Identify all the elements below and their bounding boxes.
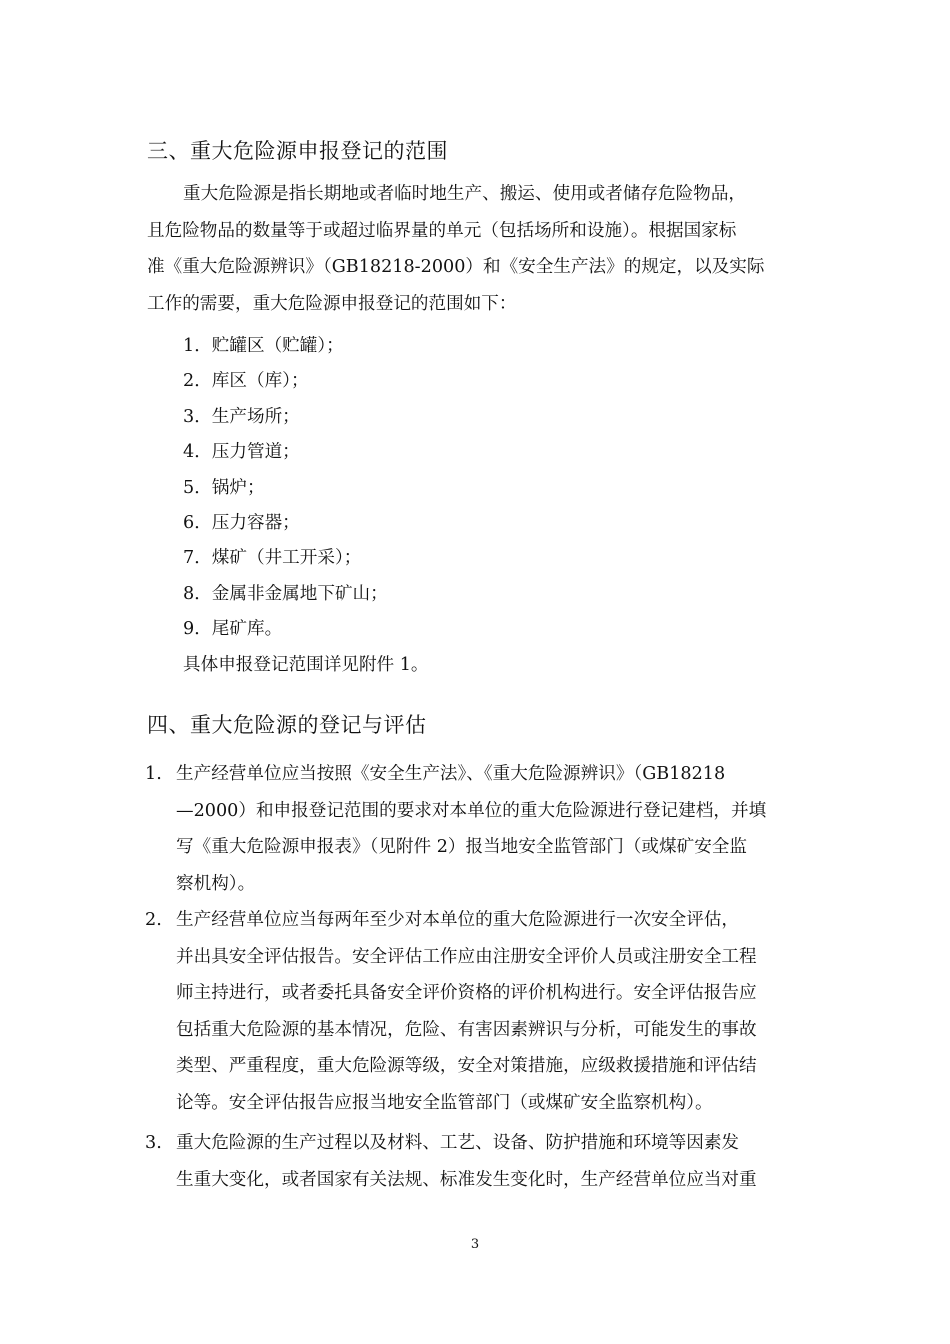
- intro-line: 工作的需要，重大危险源申报登记的范围如下：: [147, 293, 517, 314]
- list-item: 7．煤矿（井工开采）；: [183, 548, 362, 569]
- list-item: 4．压力管道；: [183, 442, 300, 463]
- item-number: 3.: [145, 1133, 162, 1153]
- scope-list: [183, 329, 429, 683]
- list-item: 2．库区（库）；: [183, 371, 309, 392]
- intro-line: 且危险物品的数量等于或超过临界量的单元（包括场所和设施）。根据国家标: [147, 220, 737, 241]
- section-4-heading: 四、重大危险源的登记与评估: [147, 713, 427, 737]
- paragraph-line: 师主持进行，或者委托具备安全评价资格的评价机构进行。安全评估报告应: [176, 983, 757, 1003]
- paragraph-line: 类型、严重程度，重大危险源等级，安全对策措施，应级救援措施和评估结: [176, 1056, 757, 1076]
- item-number: 2.: [145, 910, 162, 930]
- paragraph-line: —2000）和申报登记范围的要求对本单位的重大危险源进行登记建档，并填: [176, 800, 767, 821]
- paragraph-line: 论等。安全评估报告应报当地安全监管部门（或煤矿安全监察机构）。: [176, 1092, 713, 1113]
- paragraph-line: 生重大变化，或者国家有关法规、标准发生变化时，生产经营单位应当对重: [176, 1169, 757, 1190]
- paragraph-line: 察机构）。: [176, 873, 256, 894]
- numbered-paragraph: [176, 1125, 812, 1198]
- paragraph-line: 生产经营单位应当每两年至少对本单位的重大危险源进行一次安全评估，: [176, 910, 740, 930]
- list-item: 9．尾矿库。: [183, 619, 283, 640]
- section-3-intro: [147, 176, 807, 322]
- list-item: 5．锅炉；: [183, 477, 265, 498]
- intro-line: 重大危险源是指长期地或者临时地生产、搬运、使用或者储存危险物品，: [183, 184, 747, 204]
- scope-note: 具体申报登记范围详见附件 1。: [183, 654, 429, 675]
- list-item: 3．生产场所；: [183, 406, 300, 427]
- list-item: 8．金属非金属地下矿山；: [183, 583, 388, 604]
- section-3-heading: 三、重大危险源申报登记的范围: [147, 139, 448, 163]
- numbered-paragraph: [176, 756, 812, 902]
- page-number: 3: [470, 1237, 480, 1252]
- paragraph-line: 写《重大危险源申报表》（见附件 2）报当地安全监管部门（或煤矿安全监: [176, 837, 747, 857]
- list-item: 6．压力容器；: [183, 513, 300, 534]
- paragraph-line: 包括重大危险源的基本情况，危险、有害因素辨识与分析，可能发生的事故: [176, 1019, 757, 1040]
- paragraph-line: 生产经营单位应当按照《安全生产法》、《重大危险源辨识》（GB18218: [176, 764, 726, 784]
- intro-line: 准《重大危险源辨识》（GB18218-2000）和《安全生产法》的规定，以及实际: [147, 257, 765, 277]
- paragraph-line: 重大危险源的生产过程以及材料、工艺、设备、防护措施和环境等因素发: [176, 1133, 740, 1153]
- list-item: 1．贮罐区（贮罐）；: [183, 336, 344, 356]
- numbered-paragraph: [176, 902, 812, 1121]
- item-number: 1.: [145, 764, 162, 784]
- paragraph-line: 并出具安全评估报告。安全评估工作应由注册安全评价人员或注册安全工程: [176, 946, 757, 967]
